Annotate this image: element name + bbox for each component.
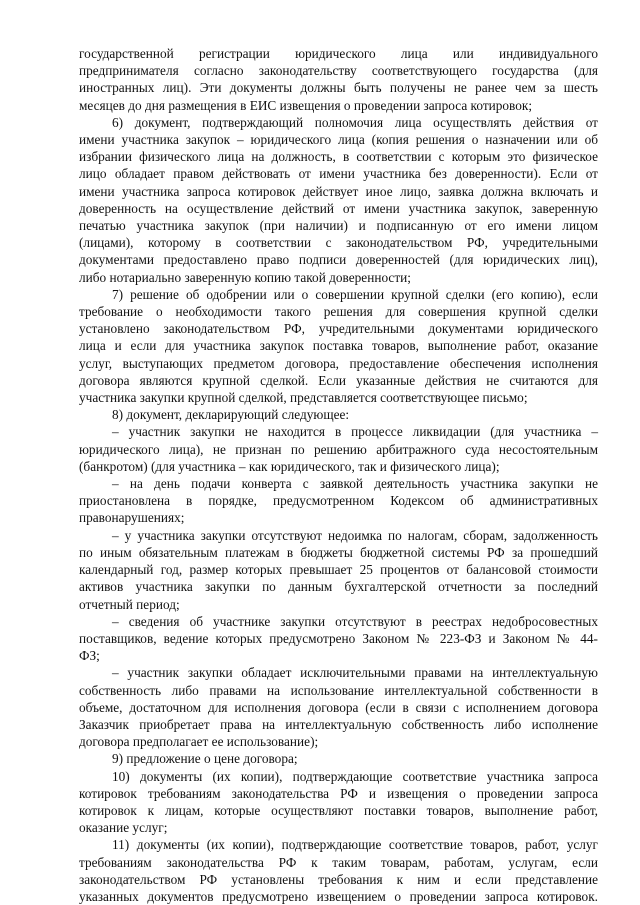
text-line-p10-2: котировок к лицам, которые осуществляют поставки товаров, выполнение работ, bbox=[79, 802, 598, 818]
text-line-p0-3: месяцев до дня размещения в ЕИС извещения о проведении запроса котировок; bbox=[79, 97, 533, 113]
text-line-p8c-2: календарный год, размер которых превышает 25 процентов от балансовой стоимости bbox=[79, 562, 598, 578]
text-line-p8e-2: объеме, достаточном для исполнения договора (если в связи с исполнением договора bbox=[79, 699, 598, 715]
text-line-p7-6: участника закупки крупной сделкой, представляется соответствующее письмо; bbox=[79, 390, 528, 406]
text-line-p11-1: требованиям законодательства РФ к таким товарам, работам, услугам, если bbox=[79, 854, 598, 870]
text-line-p8a-1: юридического лица), не признан по решению арбитражного суда несостоятельным bbox=[79, 441, 598, 457]
text-line-p8b-2: правонарушениях; bbox=[79, 510, 185, 526]
text-line-p11-2: законодательством РФ установлены требования к ним и если представление bbox=[79, 871, 598, 887]
text-line-p6-0: 6) документ, подтверждающий полномочия лица осуществлять действия от bbox=[112, 114, 598, 130]
text-line-p7-2: установлено законодательством РФ, учредительными документами юридического bbox=[79, 321, 598, 337]
text-line-p8c-0: – у участника закупки отсутствуют недоимка по налогам, сборам, задолженность bbox=[112, 527, 598, 543]
text-line-p10-3: оказание услуг; bbox=[79, 820, 168, 836]
text-line-p8e-0: – участник закупки обладает исключительными правами на интеллектуальную bbox=[112, 665, 598, 681]
text-line-p7-0: 7) решение об одобрении или о совершении крупной сделки (его копию), если bbox=[112, 286, 598, 302]
text-line-p7-3: лица и если для участника закупок поставка товаров, выполнение работ, оказание bbox=[79, 338, 598, 354]
text-line-p8c-1: по иным обязательным платежам в бюджеты бюджетной системы РФ за прошедший bbox=[79, 544, 598, 560]
text-line-p0-1: предпринимателя согласно законодательству соответствующего государства (для bbox=[79, 63, 598, 79]
text-line-p6-3: лицо обладает правом действовать от имени участника без доверенности). Если от bbox=[79, 166, 598, 182]
text-line-p11-0: 11) документы (их копии), подтверждающие соответствие товаров, работ, услуг bbox=[112, 837, 598, 853]
text-line-p6-7: (лицами), которому в соответствии с законодательством РФ, учредительными bbox=[79, 235, 598, 251]
text-line-p8a-2: (банкротом) (для участника – как юридического, так и физического лица); bbox=[79, 458, 500, 474]
text-line-p7-1: требование о необходимости такого решения для совершения крупной сделки bbox=[79, 304, 598, 320]
text-line-p6-8: документами предоставлено право подписи доверенностей (для юридических лиц), bbox=[79, 252, 598, 268]
text-line-p10-1: котировок требованиям законодательства РФ и извещения о проведении запроса bbox=[79, 785, 598, 801]
text-line-p6-6: печатью участника закупок (при наличии) и подписанную от его имени лицом bbox=[79, 218, 598, 234]
text-line-p6-2: избрании физического лица на должность, в соответствии с которым это физическое bbox=[79, 149, 598, 165]
text-line-p11-3: указанных документов предусмотрено извещением о проведении запроса котировок. bbox=[79, 888, 598, 904]
text-line-p7-4: услуг, выступающих предметом договора, предоставление обеспечения исполнения bbox=[79, 355, 598, 371]
text-line-p7-5: договора являются крупной сделкой. Если указанные действия не считаются для bbox=[79, 372, 598, 388]
text-line-p8e-3: Заказчик приобретает права на интеллектуальную собственность либо исполнение bbox=[79, 716, 598, 732]
text-line-p8c-4: отчетный период; bbox=[79, 596, 180, 612]
text-line-p0-2: иностранных лиц). Эти документы должны быть получены не ранее чем за шесть bbox=[79, 80, 598, 96]
text-line-p8c-3: активов участника закупки по данным бухгалтерской отчетности за последний bbox=[79, 579, 598, 595]
text-line-p8d-0: – сведения об участнике закупки отсутствуют в реестрах недобросовестных bbox=[112, 613, 598, 629]
text-line-p8e-4: договора предполагает ее использование); bbox=[79, 734, 319, 750]
text-line-p0-0: государственной регистрации юридического лица или индивидуального bbox=[79, 46, 598, 61]
text-line-p8d-2: ФЗ; bbox=[79, 648, 100, 664]
document-body bbox=[79, 45, 598, 905]
text-line-p9-0: 9) предложение о цене договора; bbox=[112, 751, 298, 767]
text-line-p6-9: либо нотариально заверенную копию такой доверенности; bbox=[79, 269, 411, 285]
text-line-p8e-1: собственность либо правами на использование интеллектуальной собственности в bbox=[79, 682, 598, 698]
text-line-p6-1: имени участника закупок – юридического лица (копия решения о назначении или об bbox=[79, 132, 598, 148]
text-line-p6-5: доверенность на осуществление действий от имени участника закупок, заверенную bbox=[79, 200, 598, 216]
text-line-p10-0: 10) документы (их копии), подтверждающие соответствие участника запроса bbox=[112, 768, 598, 784]
text-line-p8b-0: – на день подачи конверта с заявкой деятельность участника закупки не bbox=[112, 476, 598, 492]
text-line-p8d-1: поставщиков, ведение которых предусмотрено Законом № 223-ФЗ и Законом № 44- bbox=[79, 630, 598, 646]
text-line-p8-0: 8) документ, декларирующий следующее: bbox=[112, 407, 350, 423]
text-line-p8a-0: – участник закупки не находится в процессе ликвидации (для участника – bbox=[112, 424, 598, 440]
text-line-p8b-1: приостановлена в порядке, предусмотренном Кодексом об административных bbox=[79, 493, 598, 509]
text-line-p6-4: имени участника запроса котировок действует иное лицо, заявка должна включать и bbox=[79, 183, 598, 199]
